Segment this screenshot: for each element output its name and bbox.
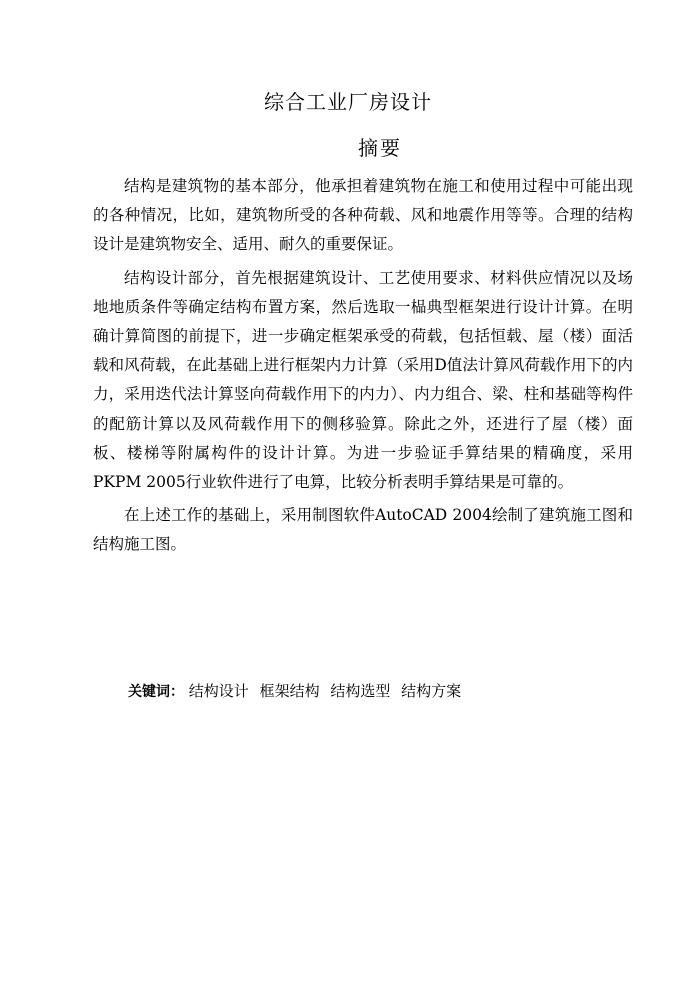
keyword-item: 结构设计 [188, 682, 249, 700]
abstract-body [93, 172, 633, 564]
abstract-paragraph-2: 结构设计部分，首先根据建筑设计、工艺使用要求、材料供应情况以及场地地质条件等确定结构布置方案，然后选取一榀典型框架进行设计计算。在明确计算简图的前提下，进一步确定框架承受的荷载，包括恒载、屋（楼）面活载和风荷载，在此基础上进行框架内力计算（采用D值法计算风荷载作用下的内力，采用迭代法计算竖向荷载作用下的内力）、内力组合、梁、柱和基础等构件的配筋计算以及风荷载作用下的侧移验算。除此之外，还进行了屋（楼）面板、楼梯等附属构件的设计计算。为进一步验证手算结果的精确度，采用PKPM 2005行业软件进行了电算，比较分析表明手算结果是可靠的。 [93, 268, 633, 492]
keywords-line [128, 677, 467, 706]
document-title: 综合工业厂房设计 [264, 90, 432, 114]
keyword-item: 结构方案 [401, 682, 462, 700]
keyword-item: 结构选型 [330, 682, 391, 700]
abstract-paragraph-3: 在上述工作的基础上，采用制图软件AutoCAD 2004绘制了建筑施工图和结构施工图。 [93, 506, 633, 554]
keyword-item: 框架结构 [259, 682, 320, 700]
abstract-heading: 摘要 [358, 136, 402, 160]
abstract-paragraph-1: 结构是建筑物的基本部分，他承担着建筑物在施工和使用过程中可能出现的各种情况，比如，建筑物所受的各种荷载、风和地震作用等等。合理的结构设计是建筑物安全、适用、耐久的重要保证。 [93, 177, 633, 254]
keywords-label: 关键词： [128, 684, 184, 700]
